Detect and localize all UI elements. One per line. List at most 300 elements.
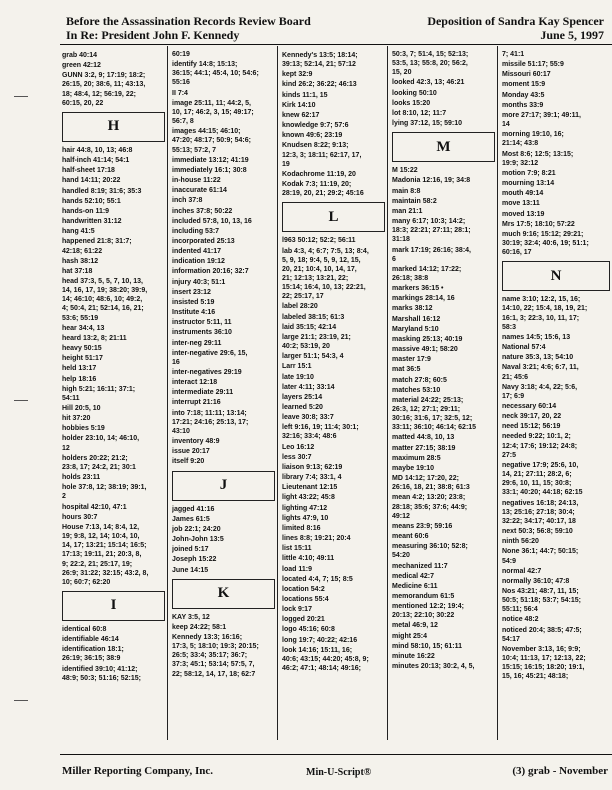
index-entry: many 6:17; 10:3; 14:2; <box>392 218 466 226</box>
index-entry: lab 4:3, 4; 6:7; 7:5, 13; 8:4, <box>282 247 369 255</box>
index-entry-continuation: 26:9; 31:22; 32:15; 43:2, 8, <box>62 569 149 577</box>
index-entry: markers 36:15 • <box>392 285 444 293</box>
index-entry-continuation: 33:1; 40:20; 44:18; 62:15 <box>502 489 583 497</box>
index-entry-continuation: 55:11; 56:4 <box>502 606 538 614</box>
index-entry: need 15:12; 56:19 <box>502 423 561 431</box>
index-entry-continuation: 12:3, 3; 18:11; 62:17, 17, <box>282 151 362 159</box>
index-entry: late 19:10 <box>282 373 314 381</box>
index-entry: happened 21:8; 31:7; <box>62 238 132 246</box>
index-entry-continuation: 13; 25:16; 27:18; 30:4; <box>502 508 575 516</box>
header-title-line-1: Before the Assassination Records Review Board <box>66 14 311 28</box>
index-entry: inaccurate 61:14 <box>172 187 227 195</box>
index-entry: high 5:21; 16:11; 37:1; <box>62 385 136 393</box>
index-entry: mean 4:2; 13:20; 23:8; <box>392 494 466 502</box>
index-entry: mat 36:5 <box>392 366 421 374</box>
index-entry: knowledge 9:7; 57:6 <box>282 122 349 130</box>
index-entry: None 36:1; 44:7; 50:15; <box>502 548 579 556</box>
index-entry-continuation: 39:13; 52:14, 21; 57:12 <box>282 61 356 69</box>
index-entry-continuation: 36:15; 44:1; 45:4, 10; 54:6; <box>172 70 259 78</box>
index-entry: necessary 60:14 <box>502 403 557 410</box>
index-entry-continuation: 60:19 <box>172 51 190 58</box>
index-entry: information 20:16; 32:7 <box>172 268 249 276</box>
index-entry: head 37:3, 5, 5, 7, 10, 13, <box>62 277 143 285</box>
index-entry-continuation: 14, 21; 27:11; 28:2, 6; <box>502 471 572 479</box>
index-entry-continuation: 15, 20 <box>392 69 412 77</box>
section-letter-heading: J <box>172 471 275 501</box>
header-deposition: Deposition of Sandra Kay Spencer <box>427 14 604 28</box>
index-entry: lot 8:10, 12; 11:7 <box>392 109 447 117</box>
index-entry: immediate 13:12; 41:19 <box>172 156 249 164</box>
index-entry: logo 45:16; 60:8 <box>282 626 335 634</box>
index-entry: handwritten 31:12 <box>62 218 122 226</box>
index-entry: hole 37:8, 12; 38:19; 39:1, <box>62 484 147 492</box>
index-entry: hours 30:7 <box>62 513 98 521</box>
index-entry: John-John 13:5 <box>172 536 224 544</box>
index-entry-continuation: 12:4; 17:6; 19:12; 24:8; <box>502 442 578 450</box>
index-entry-continuation: 31:18 <box>392 236 410 244</box>
index-entry-continuation: 16:1, 3; 22:3, 10, 11, 17; <box>502 314 580 322</box>
index-entry: lying 37:12, 15; 59:10 <box>392 120 463 128</box>
punch-hole-mark <box>14 400 28 401</box>
index-entry-continuation: 2 <box>62 493 66 501</box>
index-entry-continuation: 29:6, 10, 11, 15; 30:8; <box>502 480 572 488</box>
index-entry-continuation: 14, 16, 17, 19; 38:20; 39:9, <box>62 287 148 295</box>
index-entry-continuation: 33:11; 36:10; 46:14; 62:15 <box>392 424 477 432</box>
index-entry-continuation: 15:14; 16:4, 10, 13; 22:21, <box>282 284 366 292</box>
index-entry: less 30:7 <box>282 453 312 461</box>
index-entry: green 42:12 <box>62 62 101 70</box>
index-entry: Kodak 7:3; 11:19, 20; <box>282 181 352 189</box>
index-entry: known 49:6; 23:19 <box>282 132 343 140</box>
index-entry: light 43:22; 45:8 <box>282 494 335 502</box>
index-entry: hospital 42:10, 47:1 <box>62 503 127 511</box>
index-entry: hat 37:18 <box>62 267 93 275</box>
index-entry: mentioned 12:2; 19:4; <box>392 603 464 611</box>
index-entry: long 19:7; 40:22; 42:16 <box>282 636 358 644</box>
index-entry: itself 9:20 <box>172 458 205 466</box>
index-entry: look 14:16; 15:11, 16; <box>282 646 353 654</box>
index-entry-continuation: 15, 16; 45:21; 48:18; <box>502 673 569 681</box>
index-entry-continuation: 54:17 <box>502 635 520 643</box>
index-entry: mark 17:19; 26:16; 38:4, <box>392 246 471 254</box>
index-entry-continuation: 54:20 <box>392 552 410 560</box>
index-entry: nature 35:3, 13; 54:10 <box>502 354 574 362</box>
index-entry: indication 19:12 <box>172 258 225 266</box>
index-entry-continuation: 21; 12:13; 13:21, 22; <box>282 274 349 282</box>
header-rule <box>60 44 612 45</box>
index-entry-continuation: 17:3, 5; 18:10; 19:3; 20:15; <box>172 643 259 651</box>
index-entry: looked 42:3, 13; 46:21 <box>392 79 465 87</box>
index-entry-continuation: 26:16, 18, 21; 38:8; 61:3 <box>392 484 470 492</box>
index-entry: Naval 3:21; 4:6; 6:7, 11, <box>502 364 579 372</box>
index-entry: minute 16:22 <box>392 652 435 660</box>
index-entry: minutes 20:13; 30:2, 4, 5, <box>392 663 475 671</box>
index-entry: handled 8:19; 31:6; 35:3 <box>62 187 142 195</box>
index-entry: MD 14:12; 17:20, 22; <box>392 475 459 483</box>
index-entry-continuation: 54:11 <box>62 394 80 402</box>
index-entry: identifiable 46:14 <box>62 636 119 644</box>
index-entry: might 25:4 <box>392 632 428 640</box>
index-entry: Medicine 6:11 <box>392 582 438 590</box>
index-entry: measuring 36:10; 52:8; <box>392 543 468 551</box>
index-entry-continuation: 15:15; 16:15; 18:20; 19:1, <box>502 664 585 672</box>
index-entry: left 9:16, 19; 11:4; 30:1; <box>282 424 359 432</box>
index-entry: main 8:8 <box>392 187 421 195</box>
index-entry: inter-negatives 29:19 <box>172 369 242 376</box>
index-entry-continuation: 5, 9, 18; 9:4, 5, 9, 12, 15, <box>282 256 361 264</box>
index-entry: moment 15:9 <box>502 81 546 89</box>
index-entry: help 18:16 <box>62 375 97 383</box>
index-entry: hit 37:20 <box>62 415 91 423</box>
index-entry: inch 37:8 <box>172 197 203 205</box>
index-entry: grab 40:14 <box>62 52 98 59</box>
index-entry: hobbies 5:19 <box>62 425 105 433</box>
index-entry: logged 20:21 <box>282 616 325 624</box>
index-entry: hair 44:8, 10, 13; 46:8 <box>62 146 133 154</box>
index-entry: inches 37:8; 50:22 <box>172 207 233 215</box>
index-entry-continuation: 22; 25:17, 17 <box>282 293 324 301</box>
index-entry: images 44:15; 46:10; <box>172 128 241 136</box>
section-letter-heading: M <box>392 132 495 162</box>
index-entry: GUNN 3:2, 9; 17:19; 18:2; <box>62 72 146 80</box>
index-entry-continuation: 18; 48:4, 12; 56:19, 22; <box>62 90 136 98</box>
index-entry-continuation: 58:3 <box>502 323 517 331</box>
index-entry-continuation: 60:16, 17 <box>502 249 532 257</box>
index-entry: marks 38:12 <box>392 305 433 313</box>
index-entry-continuation: 49:12 <box>392 512 410 520</box>
column-divider <box>387 46 388 740</box>
index-entry: issue 20:17 <box>172 448 210 456</box>
index-entry-continuation: 26:5; 33:4; 35:17; 36:7; <box>172 652 248 660</box>
index-entry: matted 44:8, 10, 13 <box>392 434 455 442</box>
index-entry-continuation: 46:2; 47:1; 48:14; 49:16; <box>282 665 361 673</box>
index-entry: means 23:9; 59:16 <box>392 522 453 530</box>
index-entry: negatives 16:18; 24:13, <box>502 499 579 507</box>
footer-company: Miller Reporting Company, Inc. <box>62 765 214 777</box>
index-entry-continuation: 37:3; 45:1; 53:14; 57:5, 7, <box>172 661 255 669</box>
index-entry: larger 51:1; 54:3, 4 <box>282 353 344 361</box>
index-entry: half-inch 41:14; 54:1 <box>62 157 130 165</box>
index-entry: negative 17:9; 25:6, 10, <box>502 461 579 469</box>
header-date: June 5, 1997 <box>540 28 604 42</box>
index-entry: instructor 5:11, 11 <box>172 319 232 327</box>
index-entry: Navy 3:18; 4:4, 22; 5:6, <box>502 383 578 391</box>
index-entry-continuation: 19:9; 32:12 <box>502 159 539 167</box>
index-entry: mechanized 11:7 <box>392 562 448 570</box>
index-entry: Joseph 15:22 <box>172 556 217 564</box>
index-entry: inventory 48:9 <box>172 438 220 446</box>
index-entry-continuation: 55:13; 57:2, 7 <box>172 146 216 154</box>
index-entry: Missouri 60:17 <box>502 71 551 79</box>
index-entry: Most 8:6; 12:5; 13:15; <box>502 150 574 158</box>
index-entry: looks 15:20 <box>392 99 431 107</box>
index-entry: missile 51:17; 55:9 <box>502 61 564 69</box>
index-entry-continuation: 7; 41:1 <box>502 51 525 58</box>
index-entry-continuation: 55:16 <box>172 79 190 87</box>
index-entry: large 21:1; 23:19, 21; <box>282 333 351 341</box>
index-entry: mourning 13:14 <box>502 180 555 188</box>
section-letter-heading: L <box>282 202 385 232</box>
index-column-4 <box>392 50 495 740</box>
index-entry: inter-neg 29:11 <box>172 339 222 347</box>
index-entry: morning 19:10, 16; <box>502 131 564 139</box>
index-entry: medical 42:7 <box>392 572 435 580</box>
index-entry: liaison 9:13; 62:19 <box>282 463 343 471</box>
index-entry: labeled 38:15; 61:3 <box>282 313 345 321</box>
index-entry: Hill 20:5, 10 <box>62 405 101 412</box>
index-entry-continuation: 16 <box>172 358 180 366</box>
index-entry-continuation: 10, 17; 46:2, 3, 15; 49:17; <box>172 108 254 116</box>
index-entry: library 7:4; 33:1, 4 <box>282 474 342 482</box>
index-entry: l963 50:12; 52:2; 56:11 <box>282 237 356 245</box>
index-entry: ninth 56:20 <box>502 538 539 546</box>
section-letter-heading: N <box>502 261 610 291</box>
index-entry: Larr 15:1 <box>282 363 312 371</box>
index-entry: layers 25:14 <box>282 393 323 401</box>
index-entry: material 24:22; 25:13; <box>392 396 464 404</box>
index-entry-continuation: 18:3; 22:21; 27:11; 28:1; <box>392 227 471 235</box>
index-entry-continuation: 10:4; 11:13, 17; 12:13, 22; <box>502 655 586 663</box>
index-entry-continuation: 14 <box>502 121 510 129</box>
index-entry: markings 28:14, 16 <box>392 295 455 303</box>
index-entry: next 50:3; 56:8; 59:10 <box>502 528 573 536</box>
column-divider <box>277 46 278 740</box>
index-entry-continuation: 19 <box>282 160 290 168</box>
index-entry: immediately 16:1; 30:8 <box>172 166 247 174</box>
index-entry-continuation: 42:18; 61:22 <box>62 247 103 255</box>
index-entry: in-house 11:22 <box>172 177 221 185</box>
index-entry: Maryland 5:10 <box>392 325 439 333</box>
index-entry: moved 13:19 <box>502 210 545 218</box>
index-entry-continuation: 28:19, 20, 21; 29:2; 45:16 <box>282 190 364 198</box>
index-entry-continuation: 60:15, 20, 22 <box>62 99 104 107</box>
index-entry: looking 50:10 <box>392 89 437 97</box>
index-entry: much 9:16; 15:12; 29:21; <box>502 230 584 238</box>
index-entry-continuation: 27:5 <box>502 451 517 459</box>
header-title-line-2: In Re: President John F. Kennedy <box>66 28 240 42</box>
index-entry: hang 41:5 <box>62 228 95 236</box>
index-column-1 <box>62 50 165 740</box>
column-divider <box>497 46 498 740</box>
index-entry: Mrs 17:5; 18:10; 57:22 <box>502 220 575 228</box>
index-entry: hash 38:12 <box>62 257 99 265</box>
index-entry-continuation: 6 <box>392 255 396 263</box>
index-entry: KAY 3:5, 12 <box>172 613 210 621</box>
section-letter-heading: I <box>62 591 165 621</box>
footer-min-u-script: Min-U-Script® <box>306 767 372 778</box>
index-entry: injury 40:3; 51:1 <box>172 278 226 286</box>
index-entry: little 4:10; 49:11 <box>282 555 335 563</box>
index-entry: II 7:4 <box>172 89 188 97</box>
index-entry: location 54:2 <box>282 585 325 593</box>
index-entry: names 14:5; 15:6, 13 <box>502 333 571 341</box>
index-entry: intermediate 29:11 <box>172 389 234 397</box>
index-entry: insert 23:12 <box>172 288 211 296</box>
index-entry: instruments 36:10 <box>172 329 232 337</box>
index-entry: Marshall 16:12 <box>392 315 441 323</box>
index-entry: load 11:9 <box>282 565 312 573</box>
index-entry-continuation: 19; 9:8, 12, 14; 10:4, 10, <box>62 533 140 541</box>
index-entry: Kirk 14:10 <box>282 101 316 109</box>
index-entry: image 25:11, 11; 44:2, 5, <box>172 99 251 107</box>
index-entry: including 53:7 <box>172 227 220 235</box>
index-column-2 <box>172 50 275 740</box>
index-entry: keep 24:22; 58:1 <box>172 623 227 631</box>
index-entry: hand 14:11; 20:22 <box>62 177 121 185</box>
index-entry-continuation: 30:19; 32:4; 40:6, 19; 51:1; <box>502 239 589 247</box>
index-entry: matter 27:15; 38:19 <box>392 444 456 452</box>
index-entry: maybe 19:10 <box>392 464 435 472</box>
index-entry: learned 5:20 <box>282 404 323 411</box>
index-entry: Kodachrome 11:19, 20 <box>282 170 356 178</box>
index-entry-continuation: 43:10 <box>172 427 190 435</box>
index-entry-continuation: 28:18; 35:6; 37:6; 44:9; <box>392 503 468 511</box>
index-entry: lines 8:8; 19:21; 20:4 <box>282 535 351 543</box>
index-column-3 <box>282 50 385 740</box>
index-entry-continuation: 32:22; 34:17; 40:17, 18 <box>502 517 576 525</box>
index-entry: Institute 4:16 <box>172 309 216 317</box>
index-entry: Kennedy 13:3; 16:16; <box>172 633 243 641</box>
index-entry: lock 9:17 <box>282 606 312 614</box>
index-entry: National 57:4 <box>502 344 546 352</box>
index-entry-continuation: 14; 46:10; 48:6, 10; 49:2, <box>62 296 143 304</box>
index-entry: inter-negative 29:6, 15, <box>172 349 248 357</box>
index-entry-continuation: 21; 45:6 <box>502 373 529 381</box>
column-divider <box>167 46 168 740</box>
index-entry: jagged 41:16 <box>172 505 215 513</box>
index-entry-continuation: 50:5; 51:18; 53:7; 54:15; <box>502 597 581 605</box>
index-entry: master 17:9 <box>392 356 431 364</box>
index-entry: lighting 47:12 <box>282 504 328 512</box>
index-entry-continuation: 48:9; 50:3; 51:16; 52:15; <box>62 674 141 682</box>
index-entry: included 57:8, 10, 13, 16 <box>172 217 252 225</box>
index-entry: kind 26:2; 36:22; 46:13 <box>282 81 357 89</box>
index-entry: marked 14:12; 17:22; <box>392 265 462 273</box>
index-column-5 <box>502 50 610 740</box>
index-entry: into 7:18; 11:11; 13:14; <box>172 409 247 417</box>
index-entry: kept 32:9 <box>282 71 313 79</box>
index-entry: limited 8:16 <box>282 524 321 532</box>
index-entry: James 61:5 <box>172 515 210 523</box>
index-entry: holders 20:22; 21:2; <box>62 454 128 462</box>
index-entry: later 4:11; 33:14 <box>282 383 335 391</box>
index-entry: Madonia 12:16, 19; 34:8 <box>392 177 471 185</box>
index-entry-continuation: 23:8, 17; 24:2, 21; 30:1 <box>62 463 136 471</box>
index-entry: maintain 58:2 <box>392 197 437 205</box>
index-entry: lights 47:9, 10 <box>282 514 329 522</box>
index-entry-continuation: 14, 17; 13:21; 15:14; 16:5; <box>62 542 147 550</box>
index-entry-continuation: 20, 21; 10:4, 10, 14, 17, <box>282 265 357 273</box>
index-entry-continuation: 14:10, 22; 15:4, 18, 19, 21; <box>502 305 588 313</box>
section-letter-heading: H <box>62 112 165 142</box>
index-entry-continuation: 53:5, 13; 55:8, 20; 56:2, <box>392 60 468 68</box>
index-entry: Nos 43:21; 48:7, 11, 15; <box>502 587 579 595</box>
footer-rule <box>60 754 612 755</box>
index-entry: kinds 11:1, 15 <box>282 91 328 99</box>
header-case-title <box>66 14 311 42</box>
index-entry: holds 23:11 <box>62 474 101 482</box>
index-entry: House 7:13, 14; 8:4, 12, <box>62 523 140 531</box>
index-entry: June 14:15 <box>172 566 209 574</box>
index-entry: interrupt 21:16 <box>172 399 221 407</box>
index-entry: Lieutenant 12:15 <box>282 484 338 492</box>
index-entry-continuation: 54:9 <box>502 557 517 565</box>
index-entry: Monday 43:5 <box>502 91 545 99</box>
index-entry-continuation: 40:2; 53:19, 20 <box>282 343 330 351</box>
index-entry: noticed 20:4; 38:5; 47:5; <box>502 626 582 634</box>
index-entry-continuation: 20:13; 22:10; 30:22 <box>392 612 455 620</box>
index-entry: move 13:11 <box>502 200 540 208</box>
index-entry-continuation: 4; 50:4, 21; 52:14, 16, 21; <box>62 305 144 313</box>
index-entry: meant 60:6 <box>392 533 429 541</box>
index-entry: laid 35:15; 42:14 <box>282 323 337 331</box>
index-entry-continuation: 17; 6:9 <box>502 392 525 400</box>
index-entry: needed 9:22; 10:1, 2; <box>502 433 571 441</box>
index-entry: located 4:4, 7; 15; 8:5 <box>282 575 353 583</box>
index-entry-continuation: 53:6; 55:19 <box>62 314 99 322</box>
index-entry: indented 41:17 <box>172 248 222 256</box>
index-entry: normally 36:10; 47:8 <box>502 577 570 585</box>
index-entry: list 15:11 <box>282 545 312 553</box>
index-entry: hands-on 11:9 <box>62 207 110 215</box>
header-deposition-info <box>427 14 604 42</box>
index-entry-continuation: 9; 22:2, 21; 25:17, 19; <box>62 560 133 568</box>
index-entry: job 22:1; 24:20 <box>172 525 221 533</box>
index-entry: man 21:1 <box>392 207 423 215</box>
index-entry-continuation: 26:15, 20; 38:6, 11; 43:13, <box>62 81 146 89</box>
index-entry: motion 7:9; 8:21 <box>502 169 556 177</box>
index-entry-continuation: 26:3, 12; 27:1; 29:11; <box>392 406 461 413</box>
section-letter-heading: K <box>172 579 275 609</box>
index-entry-continuation: 50:3, 7; 51:4, 15; 52:13; <box>392 51 469 58</box>
index-entry: label 28:20 <box>282 303 318 311</box>
index-entry: more 27:17; 39:1; 49:11, <box>502 111 581 119</box>
index-entry: massive 49:1; 58:20 <box>392 346 458 354</box>
index-entry: neck 39:17, 20, 22 <box>502 413 562 421</box>
index-entry: match 27:8; 60:5 <box>392 376 447 384</box>
index-entry: masking 25:13; 40:19 <box>392 335 463 343</box>
footer-page-range: (3) grab - November <box>512 765 608 777</box>
index-entry: Knudsen 8:22; 9:13; <box>282 142 349 150</box>
index-entry: holder 23:10, 14; 46:10, <box>62 435 140 443</box>
index-entry: mouth 49:14 <box>502 190 544 198</box>
index-entry-continuation: 30:16; 31:6, 17; 32:5, 12; <box>392 415 473 423</box>
index-entry: height 51:17 <box>62 355 103 363</box>
index-entry: heavy 50:15 <box>62 345 102 353</box>
index-entry-continuation: 40:6; 43:15; 44:20; 45:8, 9; <box>282 655 369 663</box>
index-entry: hear 34:4, 13 <box>62 324 105 332</box>
index-entry: identify 14:8; 15:13; <box>172 61 238 69</box>
index-entry: insisted 5:19 <box>172 298 215 306</box>
index-entry: locations 55:4 <box>282 595 329 603</box>
index-entry: normal 42:7 <box>502 567 542 575</box>
index-entry: half-sheet 17:18 <box>62 167 115 175</box>
index-entry: Leo 16:12 <box>282 443 315 451</box>
index-entry: M 15:22 <box>392 167 418 175</box>
index-entry: November 3:13, 16; 9:9; <box>502 645 581 653</box>
index-entry: hands 52:10; 55:1 <box>62 197 121 205</box>
index-entry-continuation: 17:13; 19:11, 21; 20:3, 8, <box>62 551 142 559</box>
index-entry: notice 48:2 <box>502 616 539 624</box>
index-entry: leave 30:8; 33:7 <box>282 414 334 422</box>
index-entry-continuation: 21:14; 43:8 <box>502 140 539 148</box>
index-entry: maximum 28:5 <box>392 454 441 462</box>
index-entry: knew 62:17 <box>282 111 320 119</box>
index-entry-continuation: 26:18; 38:8 <box>392 274 429 282</box>
index-entry-continuation: 56:7, 8 <box>172 118 194 126</box>
index-entry: name 3:10; 12:2, 15, 16; <box>502 296 581 304</box>
index-entry-continuation: 17:21; 24:16; 25:13, 17; <box>172 418 249 426</box>
